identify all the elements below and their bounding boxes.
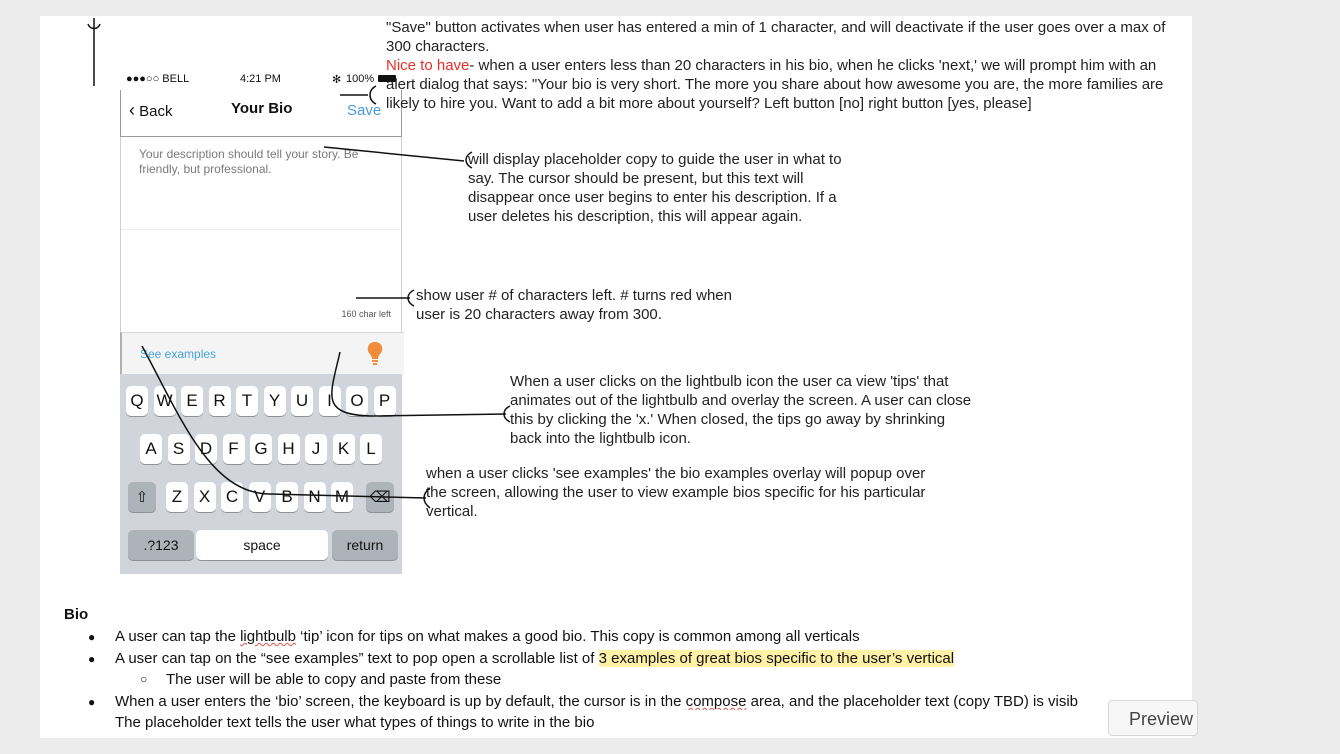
return-key[interactable]: return — [332, 530, 398, 560]
key-d[interactable]: D — [195, 434, 217, 464]
key-b[interactable]: B — [276, 482, 298, 512]
key-u[interactable]: U — [291, 386, 313, 416]
status-time: 4:21 PM — [240, 73, 281, 85]
bio-bullet-3-pre: When a user enters the ‘bio’ screen, the keyboard is up by default, the cursor is in the — [115, 693, 686, 710]
nice-to-have-label: Nice to have — [386, 57, 470, 74]
bio-bullet-3 — [115, 693, 1145, 710]
char-count-note: show user # of characters left. # turns red when user is 20 characters away from 300. — [416, 287, 732, 323]
lightbulb-note: When a user clicks on the lightbulb icon the user ca view 'tips' that animates out of the lightbulb and overlay the screen. A user can close this by clicking the 'x.' When closed, the tips go away by shrinking back into the lightbulb icon. — [510, 373, 972, 447]
key-r[interactable]: R — [209, 386, 231, 416]
key-a[interactable]: A — [140, 434, 162, 464]
bio-bullet-2-pre: A user can tap on the “see examples” text to pop open a scrollable list of — [115, 650, 599, 667]
key-e[interactable]: E — [181, 386, 203, 416]
bio-bullet-1-word: lightbulb — [240, 628, 296, 645]
nice-to-have-text: - when a user enters less than 20 characters in his bio, when he clicks 'next,' we will prompt him with an alert dialog that says: "Your bio is very short. The more you share about how awesome you are, the more families are likely to hire you. Want to add a bit more about yourself? Left button [no] right button [yes, please] — [386, 57, 1164, 112]
bullet-icon: ● — [88, 695, 96, 709]
placeholder-connector — [324, 147, 464, 161]
save-note: "Save" button activates when user has entered a min of 1 character, and will deactivate if the user goes over a max of 300 characters. — [386, 19, 1166, 55]
key-w[interactable]: W — [154, 386, 176, 416]
key-q[interactable]: Q — [126, 386, 148, 416]
bio-bullet-2 — [115, 650, 954, 667]
screen-title: Your Bio — [231, 100, 293, 117]
bio-sub-bullet: The user will be able to copy and paste from these — [166, 671, 502, 688]
key-h[interactable]: H — [278, 434, 300, 464]
back-label: Back — [139, 103, 173, 120]
sub-bullet-icon: ○ — [140, 672, 148, 686]
examples-connector — [142, 346, 426, 498]
key-z[interactable]: Z — [166, 482, 188, 512]
carrier-label: ●●●○○ BELL — [126, 73, 190, 85]
key-o[interactable]: O — [346, 386, 368, 416]
bio-bullet-3-word: compose — [685, 693, 747, 710]
key-g[interactable]: G — [250, 434, 272, 464]
shift-icon: ⇧ — [135, 489, 149, 506]
bio-bullet-3-line2: The placeholder text tells the user what types of things to write in the bio — [115, 714, 595, 731]
bio-heading: Bio — [64, 606, 89, 623]
bio-bullet-1 — [115, 628, 860, 645]
bluetooth-icon: ✻ — [332, 74, 342, 86]
bio-bullet-2-highlight: 3 examples of great bios specific to the user’s vertical — [598, 650, 955, 667]
placeholder-note: will display placeholder copy to guide the user in what to say. The cursor should be present, but this text will disappear once user begins to enter his description. If a user deletes his description, this will appear again. — [468, 151, 842, 225]
battery-percent: 100% — [346, 73, 375, 85]
key-v[interactable]: V — [249, 482, 271, 512]
bullet-icon: ● — [88, 652, 96, 666]
key-x[interactable]: X — [194, 482, 216, 512]
see-examples-link[interactable]: See examples — [140, 347, 217, 361]
numbers-key[interactable]: .?123 — [128, 530, 194, 560]
key-m[interactable]: M — [331, 482, 353, 512]
bio-bullet-1-pre: A user can tap the — [115, 628, 241, 645]
bio-placeholder: Your description should tell your story. Be friendly, but professional. — [139, 147, 359, 176]
key-n[interactable]: N — [304, 482, 326, 512]
key-i[interactable]: I — [319, 386, 341, 416]
key-t[interactable]: T — [236, 386, 258, 416]
space-key[interactable]: space — [196, 530, 328, 560]
preview-button[interactable]: Preview — [1108, 700, 1198, 736]
save-button[interactable]: Save — [347, 102, 382, 119]
bullet-icon: ● — [88, 630, 96, 644]
examples-note: when a user clicks 'see examples' the bio examples overlay will popup over the screen, allowing the user to view example bios specific for his particular vertical. — [426, 465, 926, 520]
key-l[interactable]: L — [360, 434, 382, 464]
key-j[interactable]: J — [305, 434, 327, 464]
key-f[interactable]: F — [223, 434, 245, 464]
key-s[interactable]: S — [168, 434, 190, 464]
backspace-icon: ⌫ — [369, 489, 391, 506]
key-c[interactable]: C — [221, 482, 243, 512]
char-count: 160 char left — [341, 309, 391, 319]
bulb-connector — [332, 352, 506, 416]
document-page — [40, 16, 1192, 738]
chevron-left-icon: ‹ — [129, 100, 135, 120]
bio-bullet-1-post: ‘tip’ icon for tips on what makes a good bio. This copy is common among all verticals — [295, 628, 860, 645]
key-k[interactable]: K — [333, 434, 355, 464]
bio-bullet-3-post: area, and the placeholder text (copy TBD) is visib — [746, 693, 1079, 710]
key-p[interactable]: P — [374, 386, 396, 416]
key-y[interactable]: Y — [264, 386, 286, 416]
